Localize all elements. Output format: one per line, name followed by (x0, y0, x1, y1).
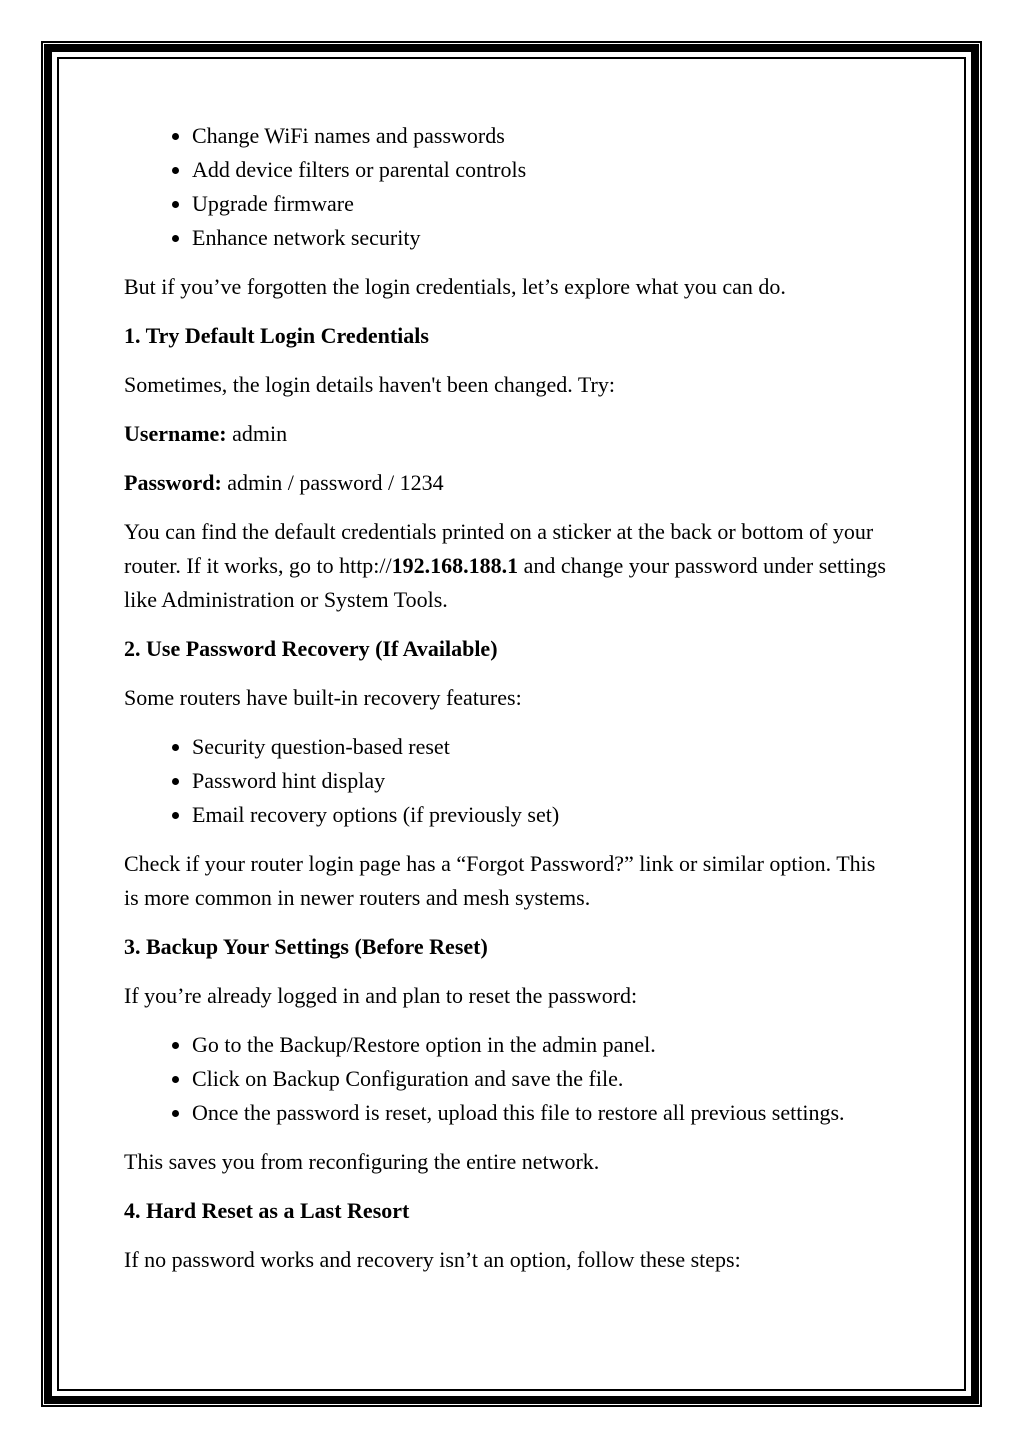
paragraph (124, 681, 886, 715)
text-segment: But if you’ve forgotten the login credentials, let’s explore what you can do. (124, 274, 786, 299)
text-segment: admin (226, 421, 288, 446)
paragraph (124, 466, 886, 500)
bullet-list (124, 1028, 886, 1130)
paragraph (124, 847, 886, 915)
text-segment: This saves you from reconfiguring the entire network. (124, 1149, 600, 1174)
text-segment-bold: 192.168.188.1 (391, 553, 519, 578)
section-heading (124, 319, 886, 353)
section-heading (124, 1194, 886, 1228)
list-item: • Change WiFi names and passwords (192, 119, 886, 153)
text-segment: If no password works and recovery isn’t an option, follow these steps: (124, 1247, 741, 1272)
text-segment: and change your password under settings like Administration or System Tools. (124, 553, 886, 612)
text-segment: Some routers have built-in recovery features: (124, 685, 522, 710)
text-segment: admin / password / 1234 (221, 470, 444, 495)
list-item: • Click on Backup Configuration and save the file. (192, 1062, 886, 1096)
page-border-inner (57, 57, 966, 1391)
paragraph (124, 270, 886, 304)
paragraph (124, 1243, 886, 1277)
text-segment-bold: Username: (124, 421, 227, 446)
text-segment-bold: 3. Backup Your Settings (Before Reset) (124, 934, 488, 959)
list-item: • Add device filters or parental controls (192, 153, 886, 187)
list-item: • Go to the Backup/Restore option in the admin panel. (192, 1028, 886, 1062)
list-item: • Security question-based reset (192, 730, 886, 764)
page-border-outer (41, 41, 982, 1407)
paragraph (124, 979, 886, 1013)
text-segment-bold: 4. Hard Reset as a Last Resort (124, 1198, 410, 1223)
section-heading (124, 632, 886, 666)
bullet-list (124, 730, 886, 832)
document-content (59, 59, 964, 1277)
text-segment-bold: Password: (124, 470, 222, 495)
list-item: • Password hint display (192, 764, 886, 798)
text-segment: If you’re already logged in and plan to reset the password: (124, 983, 638, 1008)
paragraph (124, 368, 886, 402)
paragraph (124, 515, 886, 617)
list-item: • Enhance network security (192, 221, 886, 255)
text-segment: You can find the default credentials printed on a sticker at the back or bottom of your router. If it works, go to http:// (124, 519, 874, 578)
bullet-list (124, 119, 886, 255)
paragraph (124, 417, 886, 451)
text-segment: Check if your router login page has a “Forgot Password?” link or similar option. This is more common in newer routers and mesh systems. (124, 851, 876, 910)
list-item: • Once the password is reset, upload this file to restore all previous settings. (192, 1096, 886, 1130)
section-heading (124, 930, 886, 964)
page-border-thick (44, 44, 979, 1404)
text-segment: Sometimes, the login details haven't been changed. Try: (124, 372, 615, 397)
list-item: • Email recovery options (if previously set) (192, 798, 886, 832)
paragraph (124, 1145, 886, 1179)
list-item: • Upgrade firmware (192, 187, 886, 221)
text-segment-bold: 2. Use Password Recovery (If Available) (124, 636, 498, 661)
text-segment-bold: 1. Try Default Login Credentials (124, 323, 429, 348)
